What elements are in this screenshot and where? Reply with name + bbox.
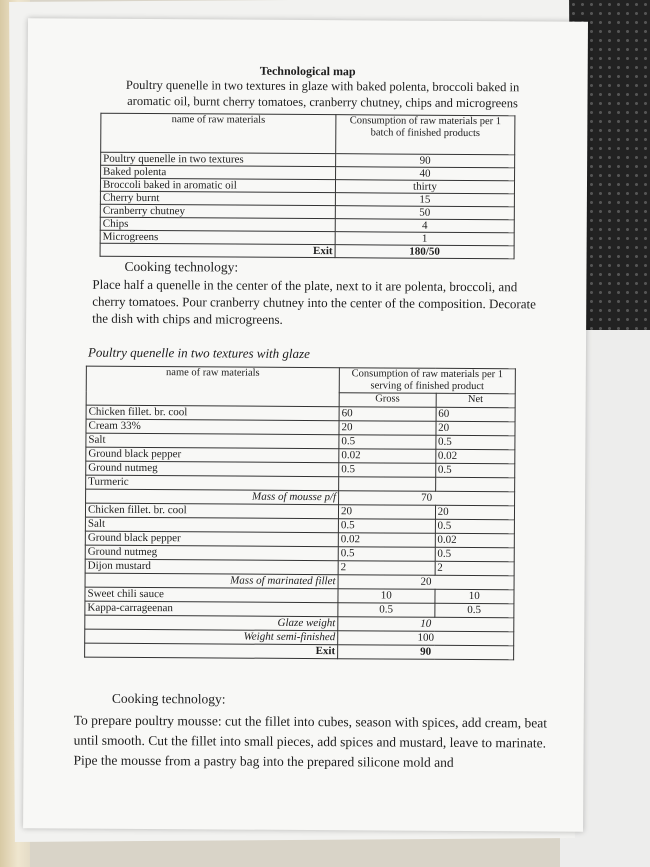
table2-header	[86, 366, 515, 394]
net-value: 0.5	[435, 547, 514, 561]
ingredient-name: Ground nutmeg	[86, 461, 339, 477]
material-value: thirty	[335, 180, 514, 194]
mass-fillet-label: Mass of marinated fillet	[85, 573, 338, 589]
quenelle-table	[84, 366, 516, 661]
material-name: Broccoli baked in aromatic oil	[100, 178, 335, 192]
net-value: 10	[435, 589, 514, 603]
material-value: 4	[335, 219, 514, 233]
ingredient-name: Ground black pepper	[85, 531, 338, 547]
table-body	[100, 152, 515, 246]
group1-body	[86, 405, 516, 492]
gross-value: 0.5	[339, 463, 436, 478]
material-name: Baked polenta	[101, 165, 336, 179]
gross-value: 20	[339, 421, 436, 436]
net-header: Net	[436, 393, 515, 407]
ingredient-name: Dijon mustard	[85, 559, 338, 575]
exit-label: Exit	[100, 243, 335, 257]
ingredient-name: Kappa-carrageenan	[85, 601, 338, 617]
gross-value: 0.5	[339, 435, 436, 450]
gross-value: 0.5	[338, 547, 435, 562]
ingredient-name: Chicken fillet. br. cool	[86, 405, 339, 421]
gross-value: 2	[338, 561, 435, 576]
gross-value: 0.02	[338, 533, 435, 548]
net-value	[435, 477, 514, 491]
net-value: 0.5	[434, 603, 513, 617]
ingredient-name: Ground black pepper	[86, 447, 339, 463]
material-value: 40	[336, 167, 515, 181]
ingredient-name: Sweet chili sauce	[85, 587, 338, 603]
mass-mousse-value: 70	[339, 491, 515, 506]
gross-header: Gross	[339, 393, 436, 408]
gross-value: 0.5	[338, 603, 435, 618]
semi-value: 100	[338, 631, 514, 646]
gross-value: 20	[338, 505, 435, 520]
net-value: 0.5	[435, 435, 514, 449]
material-value: 15	[335, 193, 514, 207]
table-header	[101, 113, 515, 155]
net-value: 0.5	[435, 519, 514, 533]
cooking-heading-2: Cooking technology:	[111, 690, 226, 707]
group3-body	[85, 587, 514, 618]
col-header-consumption: Consumption of raw materials per 1 batch of finished products	[336, 115, 515, 155]
raw-materials-table	[100, 113, 516, 260]
glaze-label: Glaze weight	[85, 615, 338, 631]
cooking-text-1: Place half a quenelle in the center of the plate, next to it are polenta, broccoli, and cherry tomatoes. Pour cranberry chutney into the center of the composition. Decorate the dish with chips and microgreens.	[92, 276, 536, 327]
semi-label: Weight semi-finished	[85, 629, 338, 645]
net-value: 20	[435, 505, 514, 519]
material-name: Cranberry chutney	[100, 204, 335, 218]
material-name: Chips	[100, 217, 335, 231]
ingredient-name: Salt	[86, 433, 339, 449]
net-value: 0.02	[435, 533, 514, 547]
mass-mousse-label: Mass of mousse p/f	[86, 489, 339, 505]
net-value: 0.5	[435, 463, 514, 477]
mass-fillet-value: 20	[338, 575, 514, 590]
cooking-heading-1: Cooking technology:	[124, 258, 239, 275]
material-value: 90	[336, 154, 515, 168]
gross-value	[339, 477, 436, 492]
map-title: Technological map	[259, 63, 356, 79]
gross-value: 0.02	[339, 449, 436, 464]
dish-title: Poultry quenelle in two textures in glaze with baked polenta, broccoli baked in aromatic oil, burnt cherry tomatoes, cranberry chutney, chips and microgreens	[125, 77, 520, 111]
material-value: 50	[335, 206, 514, 220]
material-name: Poultry quenelle in two textures	[101, 152, 336, 166]
ingredient-name: Ground nutmeg	[85, 545, 338, 561]
t2-col-header-name: name of raw materials	[86, 366, 339, 407]
group2-body	[85, 503, 514, 576]
net-value: 2	[435, 561, 514, 575]
gross-value: 60	[339, 407, 436, 422]
net-value: 0.02	[435, 449, 514, 463]
cooking-text-2: To prepare poultry mousse: cut the fillet into cubes, season with spices, add cream, beat until smooth. Cut the fillet into small pieces, add spices and mustard, leave to marinate. Pipe the mousse from a pastry bag into the prepared silicone mold and	[73, 712, 548, 770]
ingredient-name: Chicken fillet. br. cool	[85, 503, 338, 519]
exit2-value: 90	[338, 645, 514, 660]
exit-value: 180/50	[335, 245, 514, 259]
exit-row	[100, 243, 514, 259]
gross-value: 10	[338, 589, 435, 604]
ingredient-name: Salt	[85, 517, 338, 533]
material-name: Cherry burnt	[100, 191, 335, 205]
quenelle-subtitle: Poultry quenelle in two textures with glaze	[87, 344, 310, 362]
document-page	[23, 18, 588, 831]
material-name: Microgreens	[100, 230, 335, 244]
exit2-row	[85, 643, 514, 660]
ingredient-name: Turmeric	[86, 475, 339, 491]
net-value: 20	[436, 421, 515, 435]
exit2-label: Exit	[85, 643, 338, 659]
col-header-name: name of raw materials	[101, 113, 336, 153]
material-value: 1	[335, 232, 514, 246]
ingredient-name: Cream 33%	[86, 419, 339, 435]
net-value: 60	[436, 407, 515, 421]
glaze-value: 10	[338, 617, 514, 632]
t2-col-header-consumption: Consumption of raw materials per 1 serving of finished product	[339, 368, 515, 394]
gross-value: 0.5	[338, 519, 435, 534]
